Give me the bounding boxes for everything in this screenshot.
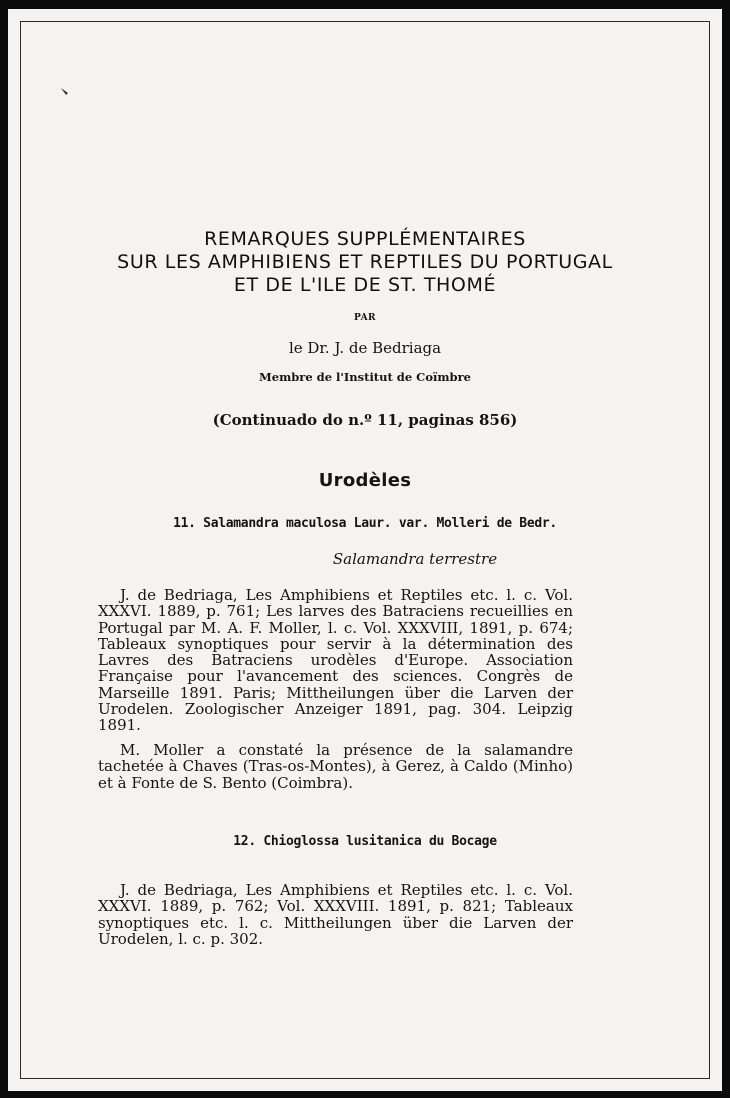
species-heading-11: 11. Salamandra maculosa Laur. var. Molleri de Bedr.: [173, 516, 557, 531]
title-line-1: REMARQUES SUPPLÉMENTAIRES: [204, 228, 526, 250]
title-line-3: ET DE L'ILE DE ST. THOMÉ: [233, 274, 497, 296]
title-line-2: SUR LES AMPHIBIENS ET REPTILES DU PORTUGAL: [117, 251, 613, 273]
paragraph-references-11: J. de Bedriaga, Les Amphibiens et Reptiles etc. l. c. Vol. XXXVI. 1889, p. 761; Les larves des Batraciens recueillies en Portugal par M. A. F. Moller, l. c. Vol. XXXVIII, 1891, p. 674; Tableaux synoptiques pour servir à la détermination des Lavres des Batraciens urodèles d'Europe. Association Française pour l'avancement des sciences. Congrès de Marseille 1891. Paris; Mittheilungen über die Larven der Urodelen. Zoologischer Anzeiger 1891, pag. 304. Leipzig 1891.: [98, 586, 573, 735]
paragraph-observations-11: M. Moller a constaté la présence de la salamandre tachetée à Chaves (Tras-os-Montes), à Gerez, à Caldo (Minho) et à Fonte de S. Bento (Coimbra).: [98, 741, 573, 792]
par-label: PAR: [353, 313, 377, 323]
author-affiliation: Membre de l'Institut de Coïmbre: [259, 370, 471, 384]
section-title: Urodèles: [318, 470, 412, 491]
paragraph-references-12: J. de Bedriaga, Les Amphibiens et Reptiles etc. l. c. Vol. XXXVI. 1889, p. 762; Vol. XXXVIII. 1891, p. 821; Tableaux synoptiques etc. l. c. Mittheilungen über die Larven der Urodelen, l. c. p. 302.: [98, 881, 573, 948]
document-page: [8, 9, 722, 1091]
continuation-note: (Continuado do n.º 11, paginas 856): [212, 411, 518, 429]
common-name: Salamandra terrestre: [332, 550, 498, 568]
ink-mark-icon: [60, 86, 70, 96]
species-heading-12: 12. Chioglossa lusitanica du Bocage: [233, 834, 497, 849]
author-name: le Dr. J. de Bedriaga: [288, 339, 442, 357]
article-title: [8, 228, 722, 297]
